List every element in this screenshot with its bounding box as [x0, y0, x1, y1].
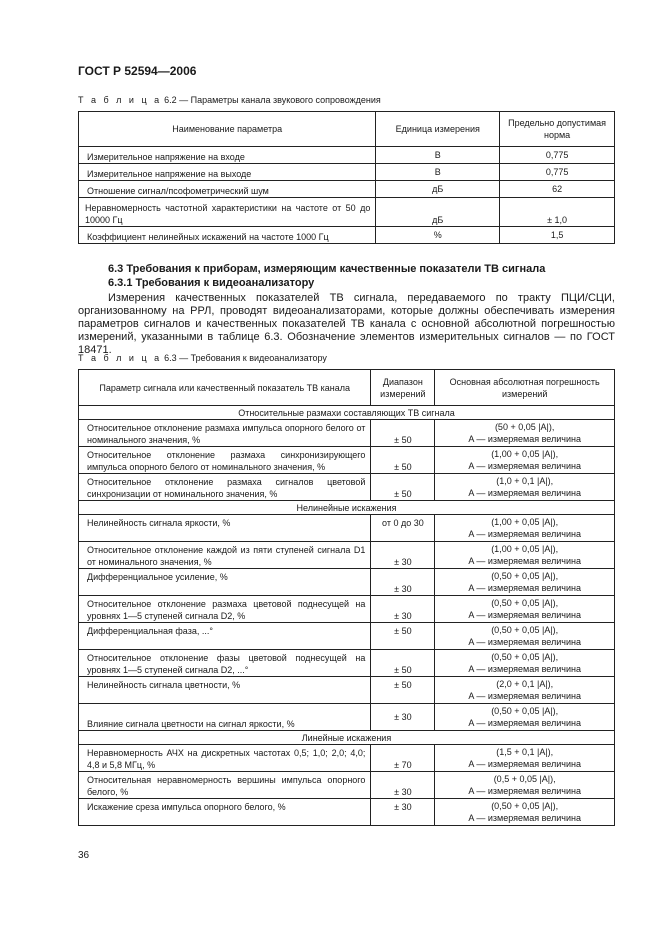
error-formula: (1,5 + 0,1 |A|),	[496, 747, 554, 757]
param-cell: Измерительное напряжение на выходе	[79, 164, 376, 181]
norm-cell: ± 1,0	[500, 198, 615, 227]
error-formula: (50 + 0,05 |A|),	[494, 422, 555, 432]
param-cell: Дифференциальная фаза, ...°	[79, 623, 371, 650]
param-cell: Искажение среза импульса опорного белого, %	[79, 799, 371, 826]
error-cell	[435, 596, 615, 623]
subsection-heading: 6.3.1 Требования к видеоанализатору	[108, 277, 315, 289]
error-cell	[435, 677, 615, 704]
column-header: Параметр сигнала или качественный показатель ТВ канала	[79, 370, 371, 406]
error-cell	[435, 542, 615, 569]
table-row	[79, 164, 615, 181]
error-note: A — измеряемая величина	[468, 786, 581, 796]
norm-cell: 0,775	[500, 147, 615, 164]
range-cell: от 0 до 30	[371, 515, 435, 542]
table-caption-prefix: Т а б л и ц а	[78, 95, 162, 105]
param-cell: Неравномерность АЧХ на дискретных частотах 0,5; 1,0; 2,0; 4,0; 4,8 и 5,8 МГц, %	[79, 745, 371, 772]
error-note: A — измеряемая величина	[468, 691, 581, 701]
error-formula: (0,50 + 0,05 |A|),	[491, 625, 559, 635]
column-header: Предельно допустимая норма	[500, 112, 615, 147]
table-caption-text: 6.2 — Параметры канала звукового сопровождения	[164, 95, 381, 105]
range-cell: ± 30	[371, 704, 435, 731]
range-cell: ± 50	[371, 650, 435, 677]
param-cell: Влияние сигнала цветности на сигнал яркости, %	[79, 704, 371, 731]
param-cell: Относительное отклонение размаха синхронизирующего импульса опорного белого от номинального значения, %	[79, 447, 371, 474]
range-cell: ± 30	[371, 772, 435, 799]
table-row	[79, 227, 615, 244]
error-formula: (0,5 + 0,05 |A|),	[493, 774, 556, 784]
column-header: Единица измерения	[376, 112, 500, 147]
table-row	[79, 596, 615, 623]
error-cell	[435, 447, 615, 474]
table-6-3	[78, 369, 615, 826]
error-note: A — измеряемая величина	[468, 556, 581, 566]
error-note: A — измеряемая величина	[468, 583, 581, 593]
unit-cell: В	[376, 147, 500, 164]
table-row	[79, 650, 615, 677]
table-6-3-caption	[78, 353, 327, 363]
table-row	[79, 198, 615, 227]
table-6-2-caption	[78, 95, 381, 105]
error-formula: (1,00 + 0,05 |A|),	[491, 544, 559, 554]
error-formula: (0,50 + 0,05 |A|),	[491, 571, 559, 581]
range-cell: ± 30	[371, 542, 435, 569]
section-title: Линейные искажения	[79, 731, 615, 745]
error-formula: (0,50 + 0,05 |A|),	[491, 801, 559, 811]
table-row	[79, 515, 615, 542]
error-note: A — измеряемая величина	[468, 718, 581, 728]
table-row	[79, 704, 615, 731]
table-row	[79, 569, 615, 596]
table-row	[79, 420, 615, 447]
param-cell: Относительное отклонение размаха импульса опорного белого от номинального значения, %	[79, 420, 371, 447]
standard-header: ГОСТ Р 52594—2006	[78, 64, 197, 78]
range-cell: ± 50	[371, 623, 435, 650]
param-cell: Измерительное напряжение на входе	[79, 147, 376, 164]
section-title: Относительные размахи составляющих ТВ сигнала	[79, 406, 615, 420]
table-row	[79, 677, 615, 704]
error-cell	[435, 704, 615, 731]
column-header: Основная абсолютная погрешность измерений	[435, 370, 615, 406]
column-header: Наименование параметра	[79, 112, 376, 147]
error-cell	[435, 474, 615, 501]
error-note: A — измеряемая величина	[468, 664, 581, 674]
error-note: A — измеряемая величина	[468, 461, 581, 471]
norm-cell: 0,775	[500, 164, 615, 181]
table-row	[79, 181, 615, 198]
unit-cell: дБ	[376, 198, 500, 227]
error-note: A — измеряемая величина	[468, 610, 581, 620]
error-formula: (0,50 + 0,05 |A|),	[491, 706, 559, 716]
column-header: Диапазон измерений	[371, 370, 435, 406]
section-title: Нелинейные искажения	[79, 501, 615, 515]
error-formula: (0,50 + 0,05 |A|),	[491, 598, 559, 608]
param-cell: Неравномерность частотной характеристики на частоте от 50 до 10000 Гц	[79, 198, 376, 227]
table-row	[79, 147, 615, 164]
error-note: A — измеряемая величина	[468, 529, 581, 539]
error-cell	[435, 772, 615, 799]
table-caption-prefix: Т а б л и ц а	[78, 353, 162, 363]
norm-cell: 1,5	[500, 227, 615, 244]
param-cell: Относительное отклонение фазы цветовой поднесущей на уровнях 1—5 ступеней сигнала D2, ...°	[79, 650, 371, 677]
range-cell: ± 50	[371, 447, 435, 474]
section-heading: 6.3 Требования к приборам, измеряющим качественные показатели ТВ сигнала	[108, 263, 546, 275]
error-cell	[435, 569, 615, 596]
table-row	[79, 542, 615, 569]
error-note: A — измеряемая величина	[468, 488, 581, 498]
table-row	[79, 447, 615, 474]
error-formula: (1,00 + 0,05 |A|),	[491, 517, 559, 527]
error-cell	[435, 650, 615, 677]
error-formula: (2,0 + 0,1 |A|),	[496, 679, 554, 689]
body-paragraph: Измерения качественных показателей ТВ сигнала, передаваемого по тракту ПЦИ/СЦИ, организованному на РРЛ, проводят видеоанализаторами, которые должны обеспечивать измерения параметров сигналов и качественных показателей ТВ канала с основной абсолютной погрешностью измерений, указанными в таблице 6.3. Обозначение элементов измерительных сигналов — по ГОСТ 18471.	[78, 292, 615, 356]
range-cell: ± 70	[371, 745, 435, 772]
param-cell: Нелинейность сигнала яркости, %	[79, 515, 371, 542]
unit-cell: дБ	[376, 181, 500, 198]
unit-cell: В	[376, 164, 500, 181]
param-cell: Нелинейность сигнала цветности, %	[79, 677, 371, 704]
error-note: A — измеряемая величина	[468, 813, 581, 823]
table-row	[79, 799, 615, 826]
table-row	[79, 474, 615, 501]
table-6-2	[78, 111, 615, 244]
page-number: 36	[78, 850, 90, 861]
norm-cell: 62	[500, 181, 615, 198]
param-cell: Относительная неравномерность вершины импульса опорного белого, %	[79, 772, 371, 799]
error-formula: (0,50 + 0,05 |A|),	[491, 652, 559, 662]
param-cell: Относительное отклонение размаха сигналов цветовой синхронизации от номинального значения, %	[79, 474, 371, 501]
unit-cell: %	[376, 227, 500, 244]
table-row	[79, 772, 615, 799]
param-cell: Относительное отклонение каждой из пяти ступеней сигнала D1 от номинального значения, %	[79, 542, 371, 569]
table-row	[79, 745, 615, 772]
error-cell	[435, 799, 615, 826]
range-cell: ± 50	[371, 420, 435, 447]
range-cell: ± 30	[371, 569, 435, 596]
error-note: A — измеряемая величина	[468, 434, 581, 444]
error-cell	[435, 515, 615, 542]
table-row	[79, 623, 615, 650]
range-cell: ± 30	[371, 596, 435, 623]
param-cell: Относительное отклонение размаха цветовой поднесущей на уровнях 1—5 ступеней сигнала D2, %	[79, 596, 371, 623]
range-cell: ± 50	[371, 677, 435, 704]
error-cell	[435, 745, 615, 772]
error-note: A — измеряемая величина	[468, 759, 581, 769]
error-formula: (1,00 + 0,05 |A|),	[491, 449, 559, 459]
param-cell: Коэффициент нелинейных искажений на частоте 1000 Гц	[79, 227, 376, 244]
error-cell	[435, 623, 615, 650]
param-cell: Дифференциальное усиление, %	[79, 569, 371, 596]
range-cell: ± 50	[371, 474, 435, 501]
error-note: A — измеряемая величина	[468, 637, 581, 647]
error-cell	[435, 420, 615, 447]
error-formula: (1,0 + 0,1 |A|),	[496, 476, 554, 486]
param-cell: Отношение сигнал/псофометрический шум	[79, 181, 376, 198]
table-caption-text: 6.3 — Требования к видеоанализатору	[164, 353, 327, 363]
range-cell: ± 30	[371, 799, 435, 826]
